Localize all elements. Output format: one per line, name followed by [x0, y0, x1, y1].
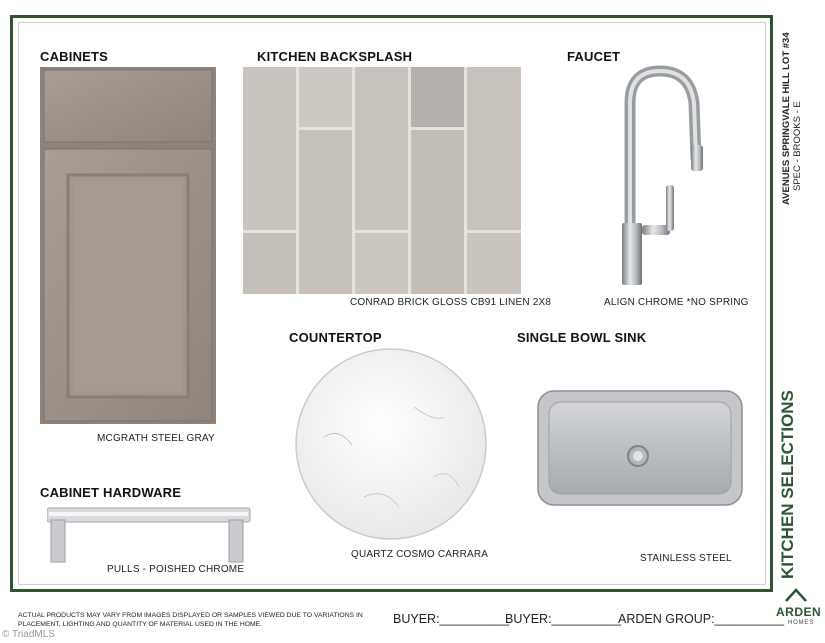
logo-subtitle: HOMES [788, 620, 815, 626]
cabinets-caption: MCGRATH STEEL GRAY [97, 433, 215, 444]
buyer-1-signature-line: BUYER:__________ [393, 612, 510, 626]
cabinet-pull-image [47, 506, 253, 566]
faucet-image [600, 63, 710, 293]
countertop-heading: COUNTERTOP [289, 330, 382, 345]
side-title: KITCHEN SELECTIONS [778, 390, 797, 579]
cabinets-heading: CABINETS [40, 49, 109, 64]
arden-group-signature-line: ARDEN GROUP:__________ [618, 612, 785, 626]
sink-image [537, 390, 743, 506]
backsplash-caption: CONRAD BRICK GLOSS CB91 LINEN 2X8 [350, 297, 552, 308]
faucet-heading: FAUCET [567, 49, 621, 64]
countertop-sample-image [294, 347, 488, 541]
sink-caption: STAINLESS STEEL [640, 553, 732, 564]
arden-logo-icon [784, 588, 808, 602]
sink-heading: SINGLE BOWL SINK [517, 330, 647, 345]
disclaimer-text: ACTUAL PRODUCTS MAY VARY FROM IMAGES DISPLAYED OR SAMPLES VIEWED DUE TO VARIATIONS IN PLACEMENT, LIGHTING AND QUANTITY OF MATERIAL USED IN THE HOME. [18, 612, 363, 628]
cabinet-door-image [40, 67, 216, 424]
backsplash-tile-image [243, 67, 521, 294]
faucet-caption: ALIGN CHROME *NO SPRING [604, 297, 749, 308]
backsplash-heading: KITCHEN BACKSPLASH [257, 49, 413, 64]
side-spec-label: SPEC - BROOKS - E [792, 101, 803, 191]
hardware-caption: PULLS - POISHED CHROME [107, 564, 245, 575]
buyer-2-signature-line: BUYER:__________ [505, 612, 622, 626]
countertop-caption: QUARTZ COSMO CARRARA [351, 549, 489, 560]
watermark-text: © TriadMLS [2, 629, 55, 640]
side-lot-label: AVENUES SPRINGVALE HILL LOT #34 [781, 32, 792, 205]
logo-name: ARDEN [776, 605, 822, 619]
hardware-heading: CABINET HARDWARE [40, 485, 182, 500]
